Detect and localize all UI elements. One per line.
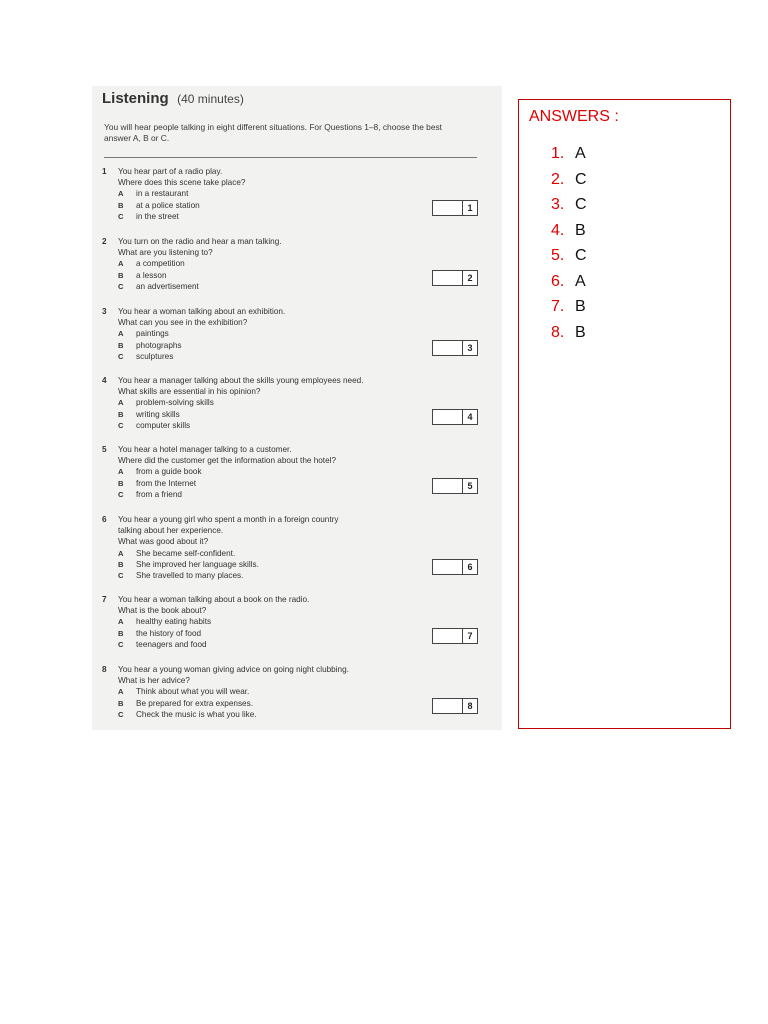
- answer-number: 8.: [551, 323, 565, 341]
- question-5: [102, 444, 492, 500]
- answer-value: A: [575, 272, 586, 290]
- question-6: [102, 514, 492, 581]
- answer-box-4: 4: [432, 409, 478, 425]
- question-text: You hear a young woman giving advice on going night clubbing.: [118, 665, 349, 674]
- option-a: A a competition: [118, 259, 185, 269]
- answer-number: 7.: [551, 298, 565, 315]
- answer-number: 2.: [551, 170, 565, 188]
- question-text-2: talking about her experience.: [118, 526, 224, 536]
- option-b: B the history of food: [118, 628, 202, 638]
- option-c: C from a friend: [118, 489, 182, 499]
- option-c: C teenagers and food: [118, 639, 207, 649]
- option-c: C computer skills: [118, 420, 191, 430]
- question-prompt: Where did the customer get the information about the hotel?: [118, 456, 337, 466]
- answer-box-6: 6: [432, 559, 478, 575]
- question-7: [102, 594, 492, 650]
- answer-number: 6.: [551, 272, 565, 290]
- answer-value: B: [575, 221, 586, 239]
- option-b: B from the Internet: [118, 478, 197, 488]
- answer-box-2: 2: [432, 270, 478, 286]
- answer-item: [551, 297, 587, 323]
- answer-value: C: [575, 196, 587, 213]
- test-heading: [102, 90, 244, 108]
- question-number: 8: [102, 665, 107, 674]
- answer-item: [551, 323, 587, 349]
- question-prompt: What skills are essential in his opinion?: [118, 387, 261, 397]
- answer-box-5: 5: [432, 478, 478, 494]
- answer-number: 5.: [551, 247, 565, 264]
- question-text: You hear a woman talking about a book on the radio.: [118, 595, 310, 604]
- option-c: C She travelled to many places.: [118, 571, 244, 581]
- question-number: 6: [102, 515, 107, 524]
- option-b: B a lesson: [118, 270, 167, 280]
- question-prompt: What are you listening to?: [118, 248, 213, 258]
- answer-box-8: 8: [432, 698, 478, 714]
- question-prompt: What is the book about?: [118, 606, 207, 616]
- answer-box-7: 7: [432, 628, 478, 644]
- question-number: 7: [102, 595, 107, 604]
- question-number: 4: [102, 376, 107, 385]
- option-b: B at a police station: [118, 200, 200, 210]
- option-b: B photographs: [118, 340, 182, 350]
- option-a: A from a guide book: [118, 467, 202, 477]
- divider: [104, 157, 477, 158]
- question-number: 3: [102, 307, 107, 316]
- answer-box-3: 3: [432, 340, 478, 356]
- answer-item: [551, 221, 587, 247]
- test-instructions: You will hear people talking in eight different situations. For Questions 1–8, choose the best answer A, B or C.: [104, 122, 443, 143]
- option-c: C an advertisement: [118, 281, 199, 291]
- question-prompt: What can you see in the exhibition?: [118, 318, 248, 328]
- answer-value: C: [575, 247, 587, 264]
- answer-number: 4.: [551, 221, 565, 239]
- question-text: You hear a manager talking about the skills young employees need.: [118, 376, 364, 385]
- answers-panel: [518, 99, 731, 729]
- question-number: 1: [102, 167, 107, 176]
- option-b: B Be prepared for extra expenses.: [118, 698, 253, 708]
- question-4: [102, 375, 492, 431]
- question-text: You hear a hotel manager talking to a customer.: [118, 445, 292, 454]
- answer-item: [551, 272, 587, 298]
- option-a: A in a restaurant: [118, 189, 189, 199]
- answer-item: [551, 246, 587, 272]
- option-a: A paintings: [118, 329, 169, 339]
- answer-value: B: [575, 323, 586, 341]
- question-number: 5: [102, 445, 107, 454]
- answer-value: A: [575, 145, 586, 162]
- option-a: A She became self-confident.: [118, 548, 236, 558]
- question-text: You hear a young girl who spent a month in a foreign country: [118, 515, 339, 524]
- option-a: A Think about what you will wear.: [118, 687, 250, 697]
- question-number: 2: [102, 237, 107, 246]
- option-c: C in the street: [118, 211, 179, 221]
- answer-item: [551, 195, 587, 221]
- option-c: C Check the music is what you like.: [118, 709, 257, 719]
- option-a: A healthy eating habits: [118, 617, 212, 627]
- question-1: [102, 166, 492, 222]
- question-2: [102, 236, 492, 292]
- answer-number: 1.: [551, 145, 565, 162]
- answers-list: [551, 144, 587, 348]
- question-3: [102, 306, 492, 362]
- answer-box-1: 1: [432, 200, 478, 216]
- answer-item: [551, 170, 587, 196]
- question-prompt: Where does this scene take place?: [118, 178, 246, 188]
- answer-value: B: [575, 298, 586, 315]
- question-text: You turn on the radio and hear a man talking.: [118, 237, 282, 246]
- answers-heading: ANSWERS :: [529, 108, 619, 125]
- test-title: Listening: [102, 90, 169, 107]
- option-c: C sculptures: [118, 351, 174, 361]
- option-a: A problem-solving skills: [118, 398, 214, 408]
- question-text: You hear a woman talking about an exhibition.: [118, 307, 286, 316]
- option-b: B She improved her language skills.: [118, 559, 259, 569]
- question-prompt: What is her advice?: [118, 676, 190, 686]
- option-b: B writing skills: [118, 409, 180, 419]
- test-duration: (40 minutes): [177, 92, 244, 106]
- answer-number: 3.: [551, 196, 565, 213]
- question-text: You hear part of a radio play.: [118, 167, 223, 176]
- answer-item: [551, 144, 587, 170]
- question-8: [102, 664, 492, 720]
- question-prompt: What was good about it?: [118, 537, 209, 547]
- scanned-test-page: [92, 86, 502, 730]
- answer-value: C: [575, 170, 587, 188]
